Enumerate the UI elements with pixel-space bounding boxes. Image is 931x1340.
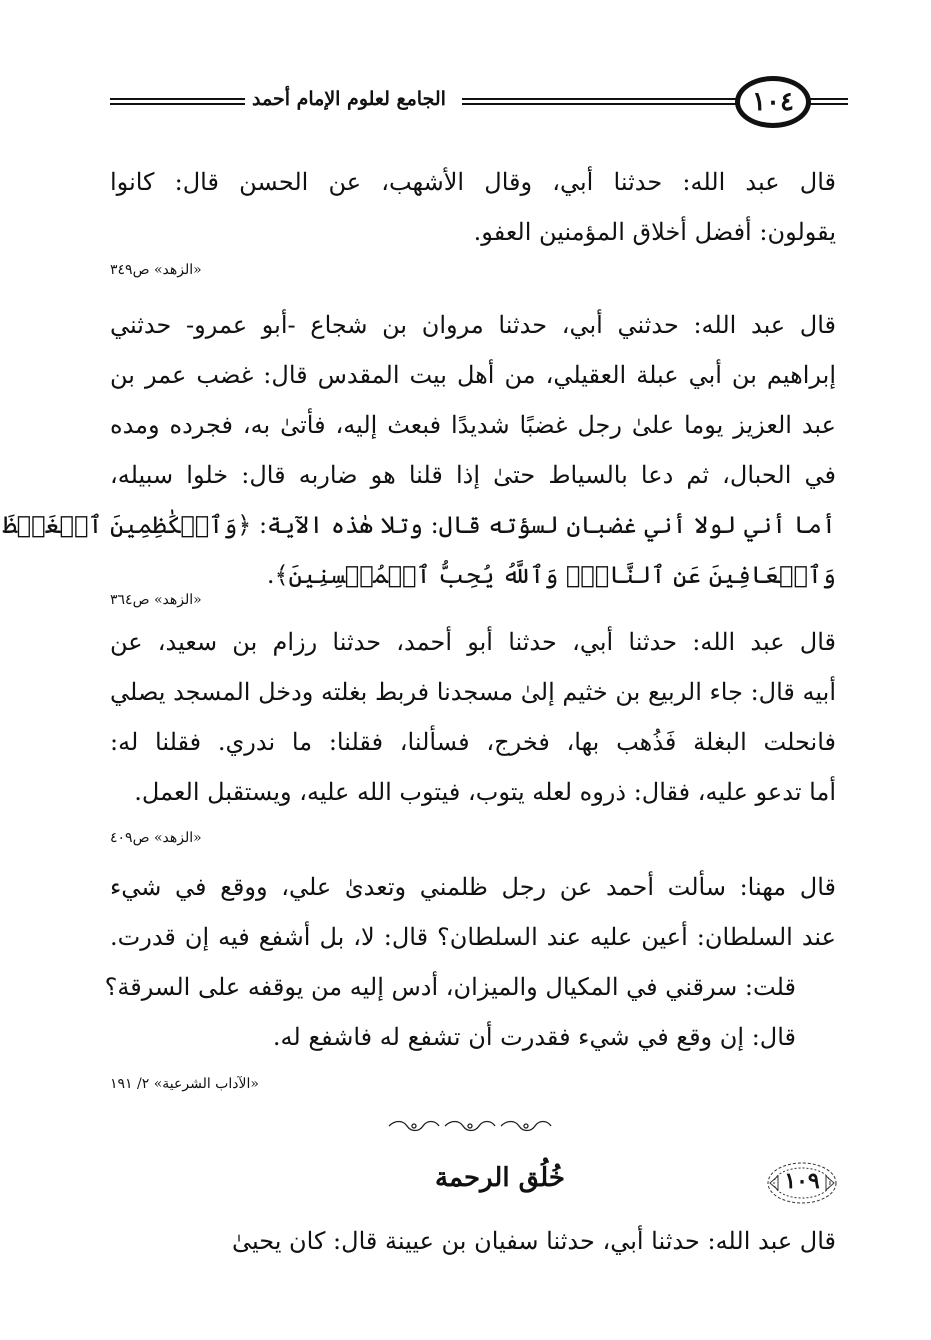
paragraph-4 (104, 862, 836, 1062)
paragraph-1 (110, 157, 836, 257)
text-line: عبد العزيز يوما علىٰ رجل غضبًا شديدًا فبعث إليه، فأتىٰ به، فجرده ومده (110, 411, 836, 439)
text-line: إبراهيم بن أبي عبلة العقيلي، من أهل بيت المقدس قال: غضب عمر بن (110, 361, 836, 389)
section-first-paragraph (110, 1216, 836, 1266)
header-rule-right (810, 98, 848, 105)
text-line: عند السلطان: أعين عليه عند السلطان؟ قال: لا، بل أشفع فيه إن قدرت. (110, 923, 836, 951)
text-line: قلت: سرقني في المكيال والميزان، أدس إليه من يوقفه على السرقة؟ (104, 973, 796, 1001)
source-citation-3: «الزهد» ص٤٠٩ (110, 830, 202, 846)
page-number: ١٠٤ (735, 76, 811, 128)
text-line: فانحلت البغلة فَذُهب بها، فخرج، فسألنا، فقلنا: ما ندري. فقلنا له: (110, 728, 836, 756)
source-citation-4: «الآداب الشرعية» ٢/ ١٩١ (110, 1076, 259, 1092)
text-line: أما أني لولا أني غضبان لسؤته قال: وتلا هٰذه الآية: ﴿وَٱلۡكَٰظِمِينَ ٱلۡغَيۡظَ (2, 511, 836, 539)
ornament-divider-icon (385, 1118, 555, 1134)
text-line: قال: إن وقع في شيء فقدرت أن تشفع له فاشفع له. (272, 1023, 796, 1051)
text-line: أبيه قال: جاء الربيع بن خثيم إلىٰ مسجدنا فربط بغلته ودخل المسجد يصلي (110, 678, 836, 706)
source-citation-2: «الزهد» ص٣٦٤ (110, 592, 202, 608)
text-line: وَٱلۡعَافِينَ عَنِ ٱلنَّاسِۗ وَٱللَّهُ يُحِبُّ ٱلۡمُحۡسِنِينَ﴾. (266, 561, 836, 589)
section-number: ١٠٩ (784, 1168, 820, 1194)
text-line: قال عبد الله: حدثنا أبي، وقال الأشهب، عن الحسن قال: كانوا (110, 168, 836, 196)
header-book-title: الجامع لعلوم الإمام أحمد (252, 88, 446, 110)
text-line: قال عبد الله: حدثنا أبي، حدثنا أبو أحمد، حدثنا رزام بن سعيد، عن (110, 628, 836, 656)
text-line: قال عبد الله: حدثني أبي، حدثنا مروان بن شجاع -أبو عمرو- حدثني (110, 311, 836, 339)
text-line: أما تدعو عليه، فقال: ذروه لعله يتوب، فيتوب الله عليه، ويستقبل العمل. (134, 778, 836, 806)
text-line: في الحبال، ثم دعا بالسياط حتىٰ إذا قلنا هو ضاربه قال: خلوا سبيله، (110, 461, 836, 489)
text-line: قال مهنا: سألت أحمد عن رجل ظلمني وتعدىٰ علي، ووقع في شيء (110, 873, 836, 901)
paragraph-3 (110, 617, 836, 817)
header-rule-left (110, 98, 245, 105)
page-header (90, 68, 850, 138)
text-line: قال عبد الله: حدثنا أبي، حدثنا سفيان بن عيينة قال: كان يحيىٰ (232, 1227, 836, 1255)
paragraph-2 (2, 300, 836, 600)
text-line: يقولون: أفضل أخلاق المؤمنين العفو. (473, 218, 836, 246)
section-title: خُلُق الرحمة (435, 1163, 565, 1193)
source-citation-1: «الزهد» ص٣٤٩ (110, 262, 202, 278)
